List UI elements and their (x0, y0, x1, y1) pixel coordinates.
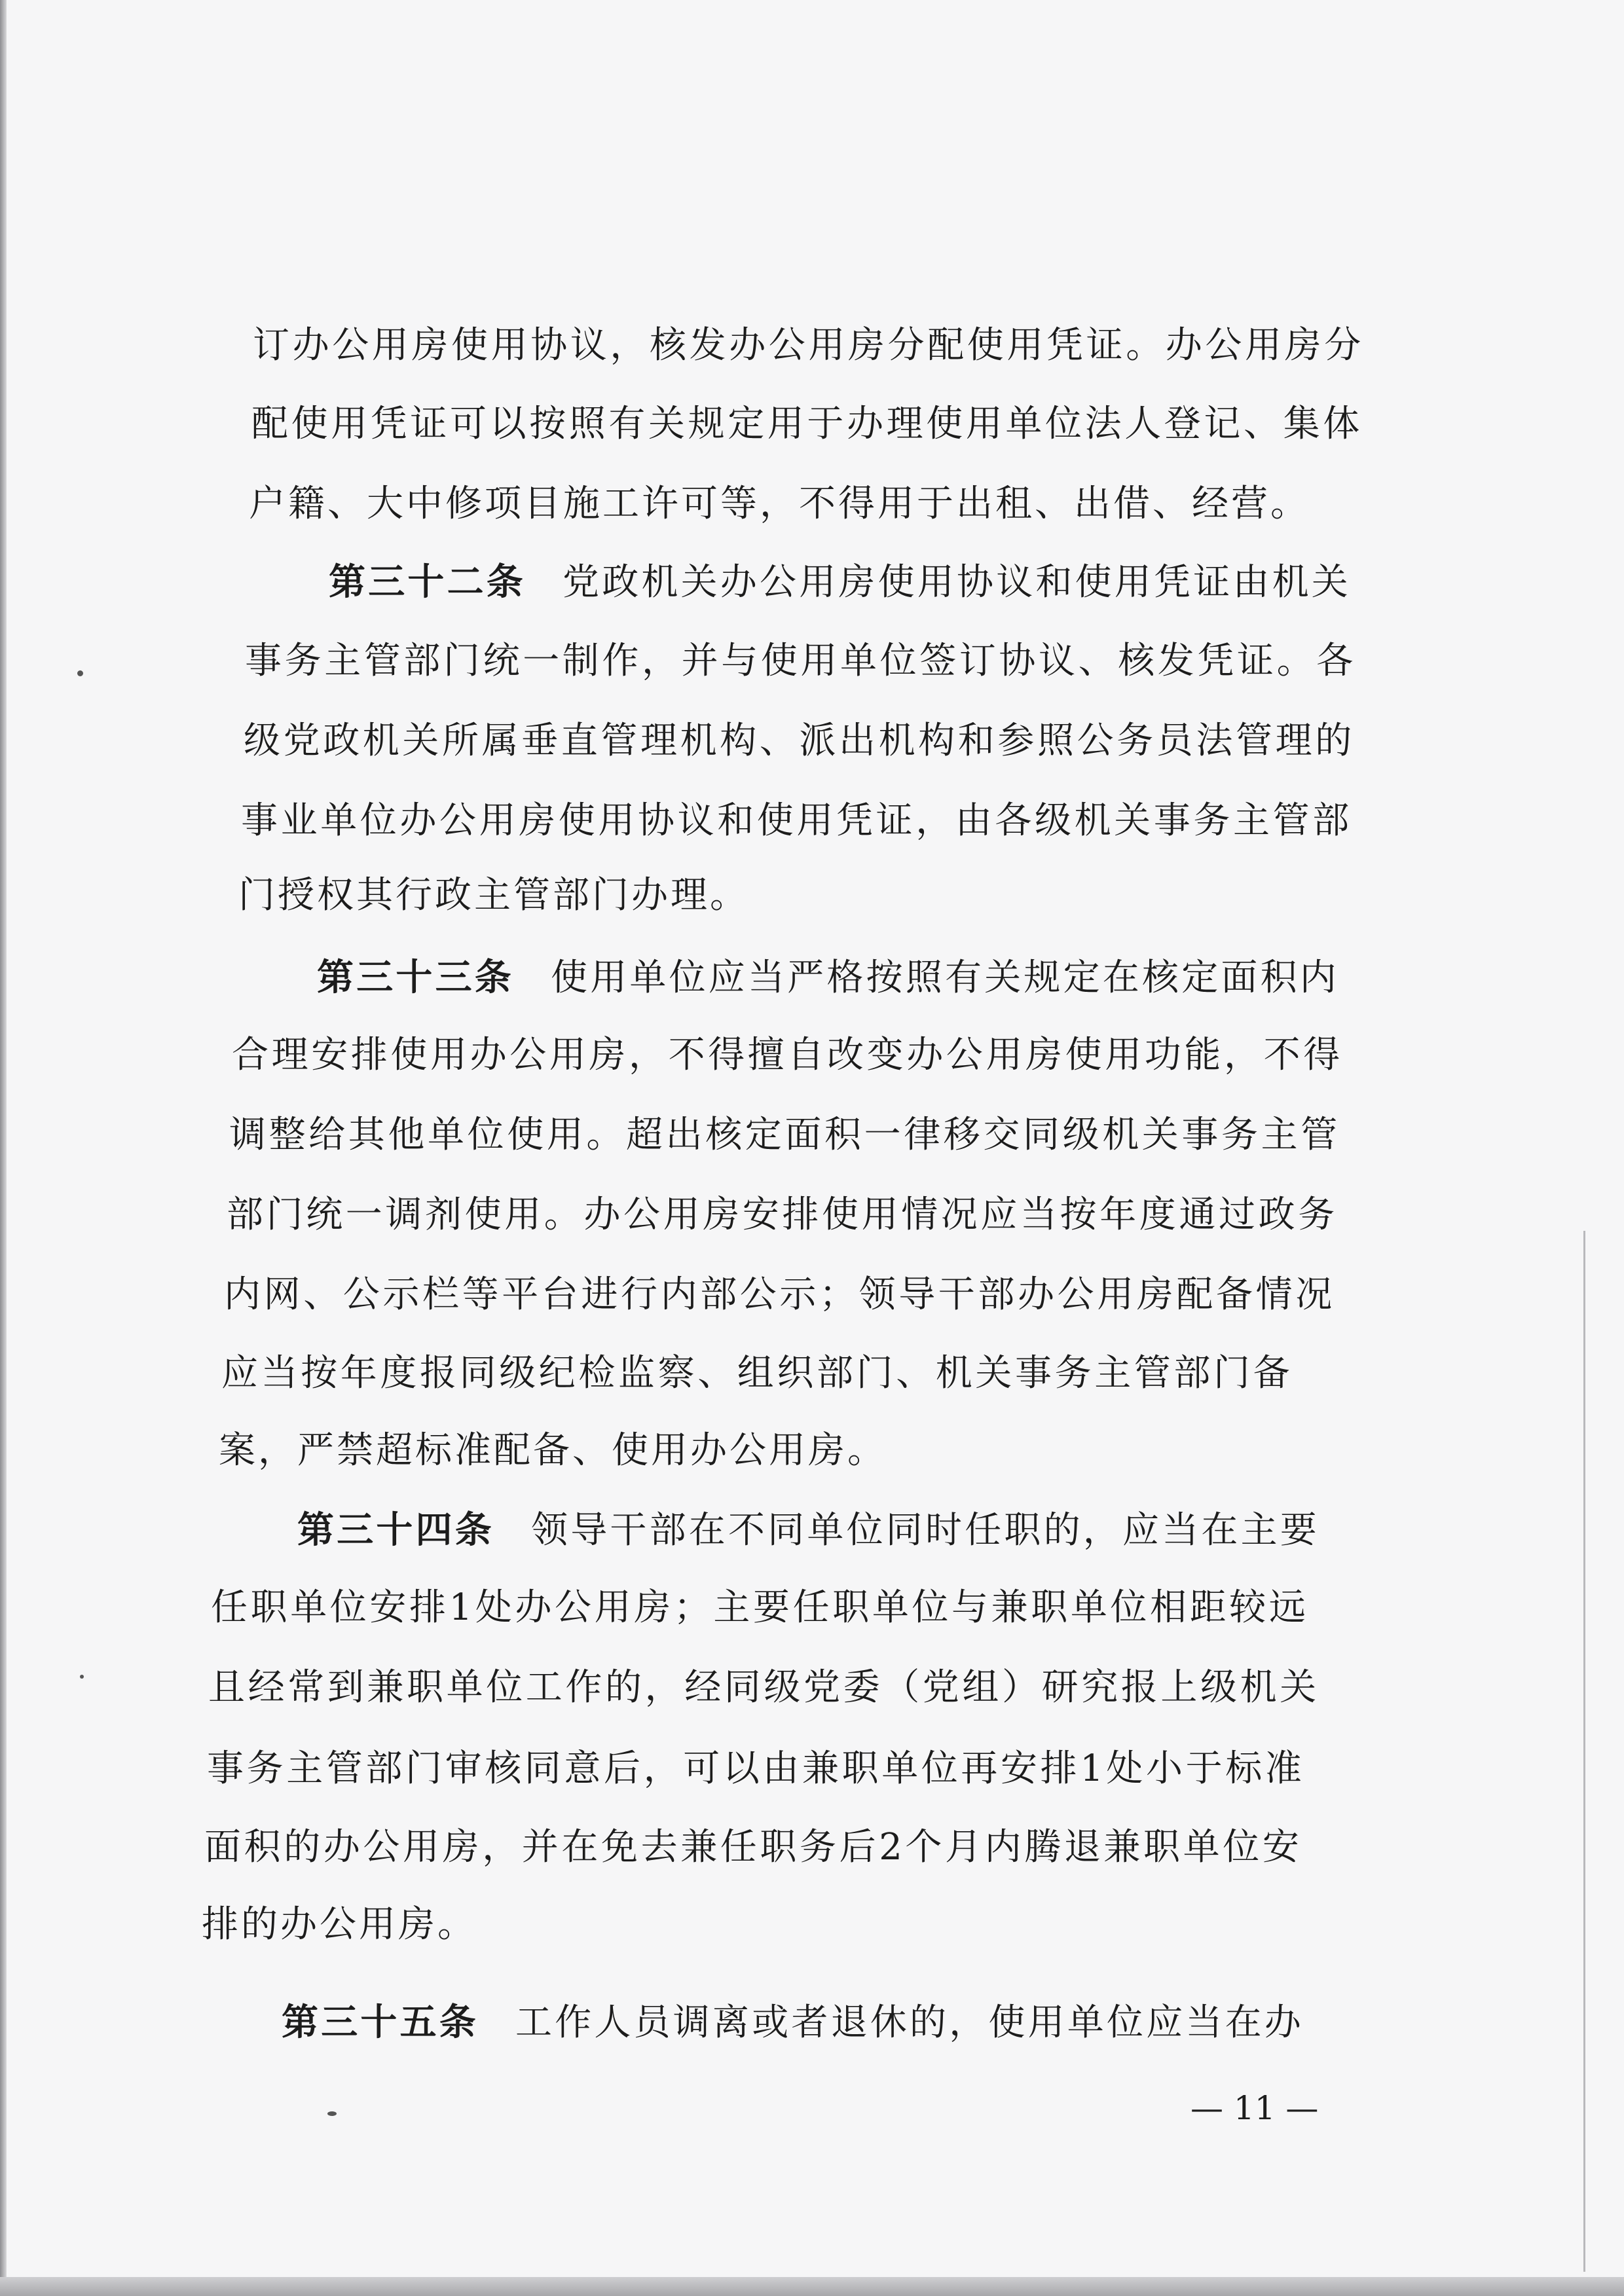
text-line: 门授权其行政主管部门办理。 (238, 874, 749, 917)
article-34-line (297, 1509, 1320, 1552)
text-line: 使用单位应当严格按照有关规定在核定面积内 (551, 957, 1339, 999)
page-number: — 11 — (1190, 2089, 1319, 2127)
article-heading: 第三十四条 (297, 1509, 494, 1552)
article-heading: 第三十五条 (282, 2001, 479, 2044)
text-line: 配使用凭证可以按照有关规定用于办理使用单位法人登记、集体 (251, 403, 1363, 445)
text-line: 合理安排使用办公用房，不得擅自改变办公用房使用功能，不得 (232, 1034, 1343, 1076)
scan-speck (80, 1675, 84, 1679)
scan-bottom-shadow (0, 2277, 1624, 2296)
text-line: 应当按年度报同级纪检监察、组织部门、机关事务主管部门备 (221, 1352, 1293, 1394)
text-line: 户籍、大中修项目施工许可等，不得用于出租、出借、经营。 (249, 483, 1310, 525)
text-line: 部门统一调剂使用。办公用房安排使用情况应当按年度通过政务 (227, 1194, 1338, 1236)
text-line: 级党政机关所属垂直管理机构、派出机构和参照公务员法管理的 (244, 720, 1355, 762)
text-line: 事务主管部门审核同意后，可以由兼职单位再安排1处小于标准 (207, 1747, 1305, 1790)
text-line: 内网、公示栏等平台进行内部公示；领导干部办公用房配备情况 (224, 1273, 1335, 1316)
text-line: 排的办公用房。 (202, 1903, 477, 1946)
text-line: 工作人员调离或者退休的，使用单位应当在办 (515, 2001, 1304, 2044)
text-line: 且经常到兼职单位工作的，经同级党委（党组）研究报上级机关 (208, 1666, 1320, 1709)
scan-speck (327, 2111, 337, 2116)
article-heading: 第三十二条 (329, 561, 526, 604)
article-32-line (329, 561, 1351, 604)
scan-right-edge-line (1583, 1231, 1585, 2272)
scan-left-shadow (0, 0, 7, 2296)
text-line: 事业单位办公用房使用协议和使用凭证，由各级机关事务主管部 (241, 799, 1352, 842)
text-line: 任职单位安排1处办公用房；主要任职单位与兼职单位相距较远 (211, 1586, 1309, 1629)
text-line: 领导干部在不同单位同时任职的，应当在主要 (531, 1509, 1320, 1552)
text-line: 调整给其他单位使用。超出核定面积一律移交同级机关事务主管 (229, 1114, 1340, 1156)
text-line: 事务主管部门统一制作，并与使用单位签订协议、核发凭证。各 (245, 640, 1356, 682)
scan-speck (77, 670, 83, 676)
text-line: 党政机关办公用房使用协议和使用凭证由机关 (563, 561, 1351, 604)
text-line: 订办公用房使用协议，核发办公用房分配使用凭证。办公用房分 (253, 324, 1364, 367)
article-heading: 第三十三条 (317, 957, 514, 999)
article-35-line (282, 2001, 1304, 2044)
text-line: 案，严禁超标准配备、使用办公用房。 (219, 1429, 887, 1472)
text-line: 面积的办公用房，并在免去兼任职务后2个月内腾退兼职单位安 (204, 1826, 1302, 1868)
article-33-line (317, 957, 1339, 999)
